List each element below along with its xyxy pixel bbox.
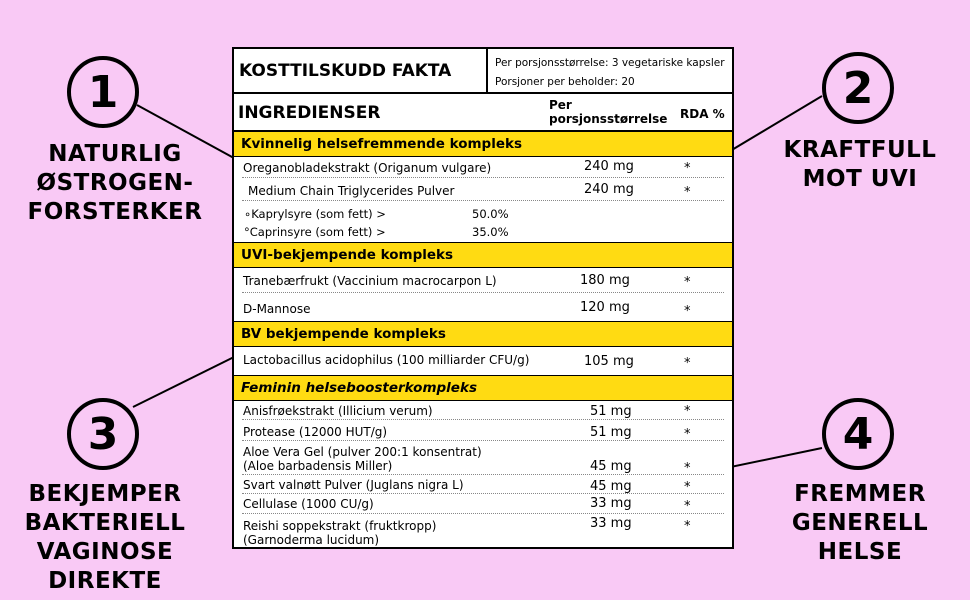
section-header: UVI-bekjempende kompleks [234,242,732,268]
callout-line: ØSTROGEN- [36,170,194,196]
section-header: BV bekjempende kompleks [234,321,732,347]
panel-title: KOSTTILSKUDD FAKTA [234,49,488,92]
ingredient-rda: * [684,304,691,319]
ingredient-row [234,421,732,442]
row-divider [242,292,724,293]
callout-line: DIREKTE [48,568,162,594]
callout-line: NATURLIG [48,141,182,167]
ingredient-amount: 51 mg [590,425,632,440]
sub-ingredient-percent: 50.0% [472,207,509,221]
ingredient-row [234,515,732,551]
ingredient-row [234,476,732,495]
row-divider [242,474,724,475]
ingredient-amount: 240 mg [584,182,634,197]
ingredient-name: Svart valnøtt Pulver (Juglans nigra L) [243,478,464,492]
sub-ingredient-row [234,202,732,223]
servings-per-container: Porsjoner per beholder: 20 [495,76,635,88]
ingredient-row [234,179,732,202]
ingredient-row [234,495,732,515]
row-divider [242,513,724,514]
row-divider [242,493,724,494]
row-divider [242,200,724,201]
serving-size: Per porsjonsstørrelse: 3 vegetariske kapsler [495,57,725,69]
ingredient-name: Anisfrøekstrakt (Illicium verum) [243,404,433,418]
per-heading-line: Per [549,98,572,112]
ingredient-name [243,519,436,547]
sub-ingredient-row [234,223,732,242]
ingredient-amount: 33 mg [590,496,632,511]
ingredient-name: Protease (12000 HUT/g) [243,425,388,439]
ingredient-name-line: Aloe Vera Gel (pulver 200:1 konsentrat) [243,445,482,459]
connector-line-3 [133,357,234,407]
ingredient-rda: * [684,275,691,290]
ingredient-row [234,157,732,179]
ingredient-row [234,401,732,421]
ingredient-name-line: (Aloe barbadensis Miller) [243,459,393,473]
ingredient-amount: 180 mg [580,273,630,288]
ingredient-name-line: Reishi soppekstrakt (fruktkropp) [243,519,437,533]
per-heading-line: porsjonsstørrelse [549,112,668,126]
row-divider [242,177,724,178]
callout-text-1 [10,140,220,227]
ingredient-amount: 51 mg [590,404,632,419]
ingredient-rda: * [684,519,691,534]
ingredient-name: Medium Chain Triglycerides Pulver [248,184,455,198]
callout-line: FREMMER [794,481,926,507]
ingredient-name: Oreganobladekstrakt (Origanum vulgare) [243,161,492,175]
ingredient-rda: * [684,185,691,200]
callout-line: HELSE [817,539,903,565]
callout-text-2 [760,136,960,194]
sub-ingredient-name: °Caprinsyre (som fett) > [244,225,386,239]
ingredient-amount: 240 mg [584,159,634,174]
ingredient-amount: 33 mg [590,516,632,531]
callout-line: GENERELL [791,510,929,536]
serving-info [488,49,732,92]
ingredient-amount: 45 mg [590,459,632,474]
ingredient-name: Tranebærfrukt (Vaccinium macrocarpon L) [243,274,497,288]
sub-ingredient-percent: 35.0% [472,225,509,239]
ingredient-name: D-Mannose [243,302,311,316]
row-divider [242,419,724,420]
sub-ingredient-name: ∘Kaprylsyre (som fett) > [244,207,386,221]
ingredient-amount: 105 mg [584,354,634,369]
ingredient-name: Lactobacillus acidophilus (100 milliarder CFU/g) [243,353,530,367]
ingredient-name: Cellulase (1000 CU/g) [243,497,374,511]
ingredient-rda: * [684,161,691,176]
callout-line: FORSTERKER [27,199,203,225]
row-divider [242,440,724,441]
ingredient-rda: * [684,480,691,495]
section-header: Feminin helseboosterkompleks [234,375,732,401]
ingredient-row [234,347,732,375]
ingredient-rda: * [684,427,691,442]
ingredient-row [234,294,732,321]
ingredients-heading: INGREDIENSER [238,103,381,123]
callout-line: BEKJEMPER [28,481,182,507]
callout-line: VAGINOSE [36,539,174,565]
ingredient-amount: 45 mg [590,479,632,494]
callout-number-1: 1 [67,56,139,128]
per-serving-heading [549,98,667,126]
callout-line: MOT UVI [802,166,918,192]
callout-line: KRAFTFULL [783,137,937,163]
ingredient-row [234,268,732,294]
callout-number-4: 4 [822,398,894,470]
callout-text-3 [10,480,200,596]
ingredient-rda: * [684,499,691,514]
callout-number-2: 2 [822,52,894,124]
ingredient-amount: 120 mg [580,300,630,315]
ingredient-rda: * [684,356,691,371]
section-header: Kvinnelig helsefremmende kompleks [234,131,732,157]
ingredient-rda: * [684,404,691,419]
ingredient-rda: * [684,461,691,476]
rda-heading: RDA % [680,107,725,121]
callout-line: BAKTERIELL [24,510,186,536]
panel-header [234,49,732,94]
callout-number-3: 3 [67,398,139,470]
ingredients-header [234,94,732,131]
callout-text-4 [760,480,960,567]
ingredient-name-line: (Garnoderma lucidum) [243,533,380,547]
ingredient-name [243,445,482,473]
supplement-facts-panel [232,47,734,549]
ingredient-row [234,442,732,476]
